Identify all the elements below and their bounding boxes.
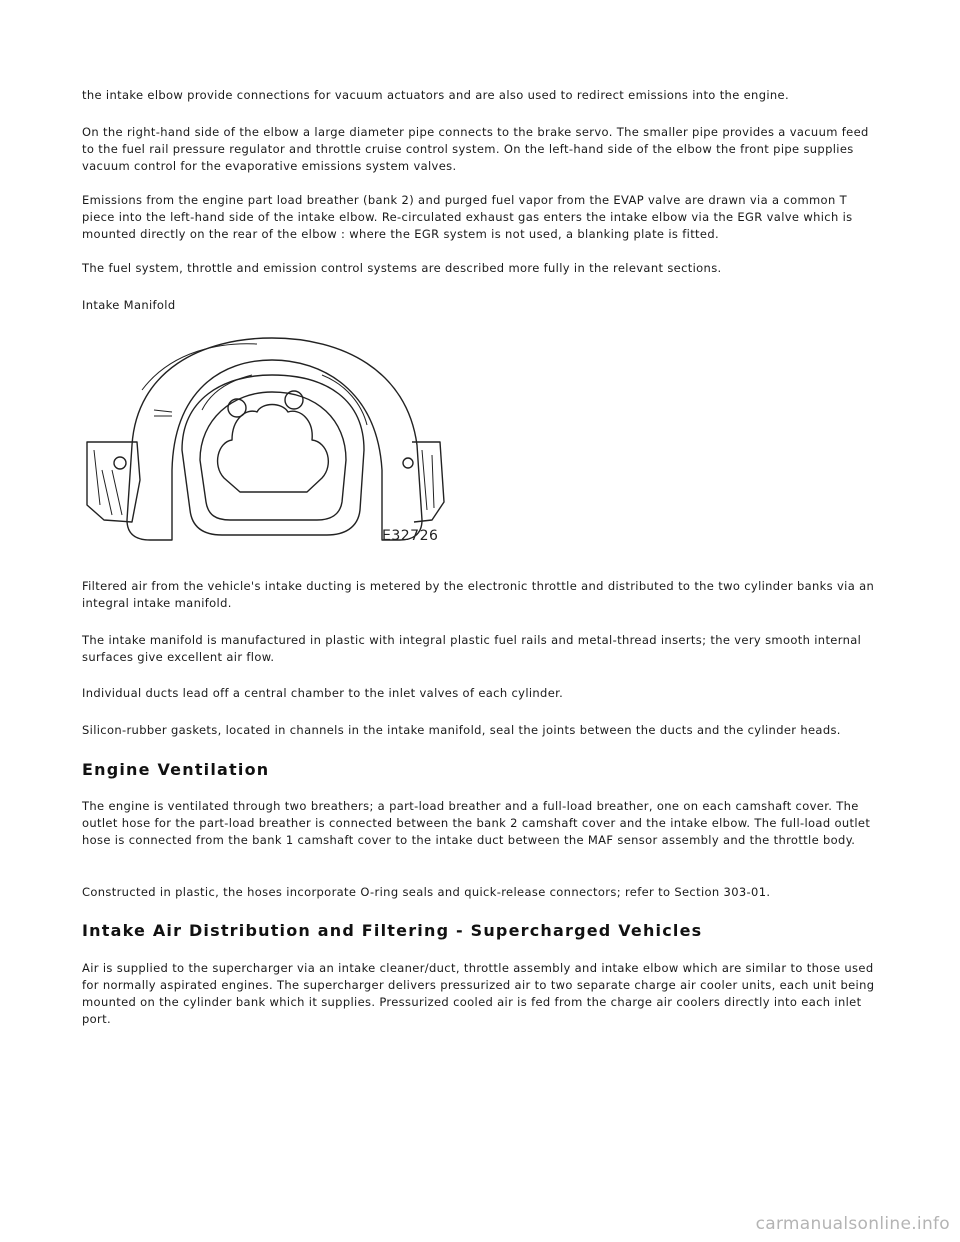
figure-title: Intake Manifold — [82, 298, 176, 312]
paragraph-supercharger: Air is supplied to the supercharger via an intake cleaner/duct, throttle assembly and intake elbow which are similar to those used for normally aspirated engines. The supercharger delivers pressurized air to two separate charge air cooler units, each unit being mounted on the cylinder bank which it supplies. Pressurized cooled air is fed from the charge air coolers directly into each inlet port. — [82, 961, 875, 1026]
paragraph-individual-ducts: Individual ducts lead off a central chamber to the inlet valves of each cylinder. — [82, 686, 564, 700]
heading-intake-air-supercharged: Intake Air Distribution and Filtering - Supercharged Vehicles — [82, 921, 703, 940]
paragraph-emissions: Emissions from the engine part load breather (bank 2) and purged fuel vapor from the EVAP valve are drawn via a common T piece into the left-hand side of the intake elbow. Re-circulated exhaust gas enters the intake elbow via the EGR valve which is mounted directly on the rear of the elbow : where the EGR system is not used, a blanking plate is fitted. — [82, 193, 853, 241]
watermark-text: carmanualsonline.info — [755, 1214, 950, 1234]
paragraph-fuel-system: The fuel system, throttle and emission control systems are described more fully in the relevant sections. — [82, 261, 722, 275]
paragraph-filtered-air: Filtered air from the vehicle's intake ducting is metered by the electronic throttle and distributed to the two cylinder banks via an integral intake manifold. — [82, 579, 875, 610]
heading-engine-ventilation: Engine Ventilation — [82, 760, 270, 779]
paragraph-ventilation: The engine is ventilated through two breathers; a part-load breather and a full-load breather, one on each camshaft cover. The outlet hose for the part-load breather is connected between the bank 2 camshaft cover and the intake elbow. The full-load outlet hose is connected from the bank 1 camshaft cover to the intake duct between the MAF sensor assembly and the throttle body. — [82, 799, 871, 847]
intake-manifold-figure — [82, 330, 462, 552]
paragraph-gaskets: Silicon-rubber gaskets, located in channels in the intake manifold, seal the joints between the ducts and the cylinder heads. — [82, 723, 841, 737]
paragraph-intake-elbow-connections: the intake elbow provide connections for vacuum actuators and are also used to redirect emissions into the engine. — [82, 88, 789, 102]
paragraph-manifold-construction: The intake manifold is manufactured in plastic with integral plastic fuel rails and metal-thread inserts; the very smooth internal surfaces give excellent air flow. — [82, 633, 862, 664]
paragraph-brake-servo: On the right-hand side of the elbow a large diameter pipe connects to the brake servo. The smaller pipe provides a vacuum feed to the fuel rail pressure regulator and throttle cruise control system. On the left-hand side of the elbow the front pipe supplies vacuum control for the evaporative emissions system valves. — [82, 125, 869, 173]
intake-manifold-illustration — [82, 330, 462, 552]
paragraph-hoses: Constructed in plastic, the hoses incorporate O-ring seals and quick-release connectors; refer to Section 303-01. — [82, 885, 771, 899]
figure-code-label: E32726 — [382, 528, 439, 544]
